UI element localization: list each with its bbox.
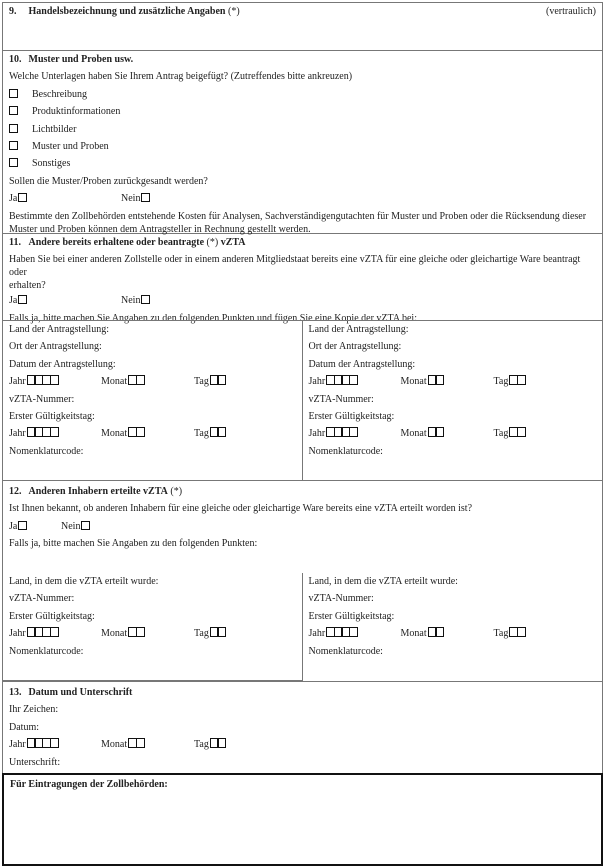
year-boxes[interactable]: [326, 627, 358, 637]
option-label: Produktinformationen: [32, 106, 121, 118]
footnote-mark: (*): [170, 486, 183, 497]
holder-column-right: [303, 573, 603, 681]
section-title-suffix: vZTA: [220, 237, 246, 248]
application-date-label: Datum der Antragstellung:: [9, 358, 116, 370]
year-label: Jahr: [308, 428, 326, 440]
month-label: Monat: [400, 376, 427, 388]
option-produktinformationen[interactable]: [9, 103, 596, 120]
digit-box[interactable]: [217, 627, 226, 637]
valid-from-label: Erster Gültigkeitstag:: [9, 410, 95, 422]
month-boxes[interactable]: [428, 627, 445, 637]
section-number: 13.: [9, 687, 22, 698]
section-number: 10.: [9, 54, 22, 65]
valid-from-label: Erster Gültigkeitstag:: [308, 610, 395, 622]
section-number: 9.: [9, 6, 17, 17]
month-label: Monat: [101, 428, 128, 440]
nomenclature-code-label: Nomenklaturcode:: [9, 645, 84, 657]
day-boxes[interactable]: [210, 375, 227, 385]
checkbox[interactable]: [9, 124, 18, 133]
footnote-mark: (*): [227, 6, 240, 17]
bti-column-right: [303, 321, 603, 480]
country-label: Land der Antragstellung:: [9, 324, 109, 335]
bti-number-label: vZTA-Nummer:: [9, 593, 75, 605]
digit-box[interactable]: [136, 427, 145, 437]
day-boxes[interactable]: [210, 427, 227, 437]
ja-label: Ja: [9, 295, 18, 307]
digit-box[interactable]: [435, 627, 444, 637]
form-page: [2, 2, 603, 865]
year-label: Jahr: [308, 628, 326, 640]
date-label: Datum:: [9, 721, 39, 733]
section-title: Andere bereits erhaltene oder beantragte: [28, 237, 205, 248]
digit-box[interactable]: [349, 375, 358, 385]
date-row: [309, 625, 597, 642]
ja-checkbox[interactable]: [18, 521, 27, 530]
section-number: 11.: [9, 237, 21, 248]
month-label: Monat: [400, 428, 427, 440]
footnote-mark: (*): [206, 237, 219, 248]
documents-question: Welche Unterlagen haben Sie Ihrem Antrag beigefügt? (Zutreffendes bitte ankreuzen): [9, 71, 353, 83]
day-label: Tag: [194, 739, 209, 751]
confidential-note: (vertraulich): [546, 6, 596, 17]
instructions: Falls ja, bitte machen Sie Angaben zu den folgenden Punkten und fügen Sie eine Kopie der vZTA bei:: [9, 312, 417, 324]
country-label: Land der Antragstellung:: [308, 324, 409, 335]
digit-box[interactable]: [217, 427, 226, 437]
year-boxes[interactable]: [27, 627, 59, 637]
country-label: Land, in dem die vZTA erteilt wurde:: [308, 576, 458, 587]
month-label: Monat: [101, 739, 128, 751]
option-lichtbilder[interactable]: [9, 121, 596, 138]
year-label: Jahr: [9, 376, 26, 388]
nein-checkbox[interactable]: [141, 193, 150, 202]
date-row: [9, 373, 296, 390]
place-label: Ort der Antragstellung:: [308, 341, 402, 353]
nomenclature-code-label: Nomenklaturcode:: [9, 445, 84, 457]
checkbox[interactable]: [9, 106, 18, 115]
section-title: Anderen Inhabern erteilte vZTA: [28, 486, 168, 497]
checkbox[interactable]: [9, 141, 18, 150]
option-label: Beschreibung: [32, 88, 87, 100]
reference-label: Ihr Zeichen:: [9, 704, 59, 716]
valid-from-label: Erster Gültigkeitstag:: [9, 610, 95, 622]
day-label: Tag: [194, 428, 209, 440]
option-sonstiges[interactable]: [9, 155, 596, 172]
year-boxes[interactable]: [326, 375, 358, 385]
section-title: Handelsbezeichnung und zusätzliche Angaben: [28, 6, 226, 17]
day-label: Tag: [194, 628, 209, 640]
section-number: 12.: [9, 486, 22, 497]
option-muster-proben[interactable]: [9, 138, 596, 155]
digit-box[interactable]: [50, 375, 59, 385]
section-title: Datum und Unterschrift: [28, 687, 133, 698]
year-label: Jahr: [9, 428, 26, 440]
nomenclature-code-label: Nomenklaturcode:: [308, 445, 383, 457]
digit-box[interactable]: [435, 375, 444, 385]
section-10: [3, 51, 602, 234]
nein-label: Nein: [121, 193, 141, 205]
year-boxes[interactable]: [27, 375, 59, 385]
nein-label: Nein: [121, 295, 141, 307]
option-label: Lichtbilder: [32, 123, 77, 135]
trade-name-field[interactable]: [9, 20, 596, 48]
other-btis-question: Haben Sie bei einer anderen Zollstelle oder in einem anderen Mitgliedstaat bereits eine vZTA für eine gleiche oder gleichartige Ware beantragt oder: [9, 254, 581, 279]
month-boxes[interactable]: [128, 427, 145, 437]
date-row: [9, 625, 296, 642]
digit-box[interactable]: [517, 627, 526, 637]
day-boxes[interactable]: [509, 375, 526, 385]
section-9: [3, 3, 602, 51]
month-label: Monat: [400, 628, 427, 640]
day-boxes[interactable]: [210, 627, 227, 637]
nein-label: Nein: [61, 520, 81, 532]
digit-box[interactable]: [217, 738, 226, 748]
section-13: [3, 681, 602, 773]
day-boxes[interactable]: [210, 738, 227, 748]
day-label: Tag: [493, 376, 509, 388]
digit-box[interactable]: [136, 375, 145, 385]
day-label: Tag: [194, 376, 209, 388]
instructions: Falls ja, bitte machen Sie Angaben zu den folgenden Punkten:: [9, 538, 258, 550]
month-boxes[interactable]: [128, 627, 145, 637]
digit-box[interactable]: [517, 375, 526, 385]
digit-box[interactable]: [136, 627, 145, 637]
month-label: Monat: [101, 376, 128, 388]
day-label: Tag: [493, 628, 509, 640]
day-boxes[interactable]: [509, 627, 526, 637]
ja-label: Ja: [9, 193, 18, 205]
customs-use-title: Für Eintragungen der Zollbehörden:: [10, 779, 168, 790]
digit-box[interactable]: [349, 427, 358, 437]
year-label: Jahr: [308, 376, 326, 388]
checkbox[interactable]: [9, 89, 18, 98]
ja-label: Ja: [9, 520, 18, 532]
section-title: Muster und Proben usw.: [28, 54, 134, 65]
application-date-label: Datum der Antragstellung:: [308, 358, 416, 370]
bti-number-label: vZTA-Nummer:: [9, 393, 75, 405]
section-11: [3, 234, 602, 481]
digit-box[interactable]: [435, 427, 444, 437]
holder-column-left: [3, 573, 303, 681]
year-label: Jahr: [9, 628, 26, 640]
date-row: [309, 373, 597, 390]
nomenclature-code-label: Nomenklaturcode:: [308, 645, 383, 657]
cost-notice-2: Muster und Proben können dem Antragsteller in Rechnung gestellt werden.: [9, 223, 311, 235]
date-row: [9, 736, 596, 753]
return-question: Sollen die Muster/Proben zurückgesandt werden?: [9, 175, 208, 187]
date-row: [9, 425, 296, 442]
digit-box[interactable]: [50, 738, 59, 748]
year-boxes[interactable]: [27, 738, 59, 748]
digit-box[interactable]: [517, 427, 526, 437]
month-boxes[interactable]: [428, 427, 445, 437]
ja-checkbox[interactable]: [18, 295, 27, 304]
year-boxes[interactable]: [326, 427, 358, 437]
country-label: Land, in dem die vZTA erteilt wurde:: [9, 576, 159, 587]
month-boxes[interactable]: [428, 375, 445, 385]
year-boxes[interactable]: [27, 427, 59, 437]
day-label: Tag: [493, 428, 509, 440]
signature-label: Unterschrift:: [9, 756, 61, 768]
year-label: Jahr: [9, 739, 26, 751]
month-boxes[interactable]: [128, 738, 145, 748]
cost-notice: Bestimmte den Zollbehörden entstehende Kosten für Analysen, Sachverständigengutachten für Muster und Proben oder die Rücksendung dieser: [9, 210, 587, 222]
other-btis-question-2: erhalten?: [9, 280, 46, 292]
section-12: [3, 481, 602, 681]
option-label: Muster und Proben: [32, 140, 109, 152]
checkbox[interactable]: [9, 158, 18, 167]
bti-column-left: [3, 321, 303, 480]
digit-box[interactable]: [217, 375, 226, 385]
other-holders-question: Ist Ihnen bekannt, ob anderen Inhabern für eine gleiche oder gleichartige Ware bereits eine vZTA erteilt worden ist?: [9, 503, 473, 515]
digit-box[interactable]: [50, 427, 59, 437]
month-label: Monat: [101, 628, 128, 640]
option-beschreibung[interactable]: [9, 86, 596, 103]
nein-checkbox[interactable]: [81, 521, 90, 530]
valid-from-label: Erster Gültigkeitstag:: [308, 410, 395, 422]
place-label: Ort der Antragstellung:: [9, 341, 102, 353]
month-boxes[interactable]: [128, 375, 145, 385]
date-row: [309, 425, 597, 442]
day-boxes[interactable]: [509, 427, 526, 437]
digit-box[interactable]: [50, 627, 59, 637]
digit-box[interactable]: [349, 627, 358, 637]
ja-checkbox[interactable]: [18, 193, 27, 202]
option-label: Sonstiges: [32, 158, 71, 170]
nein-checkbox[interactable]: [141, 295, 150, 304]
bti-number-label: vZTA-Nummer:: [308, 593, 374, 605]
bti-number-label: vZTA-Nummer:: [308, 393, 374, 405]
customs-use-box: [2, 773, 603, 866]
digit-box[interactable]: [136, 738, 145, 748]
